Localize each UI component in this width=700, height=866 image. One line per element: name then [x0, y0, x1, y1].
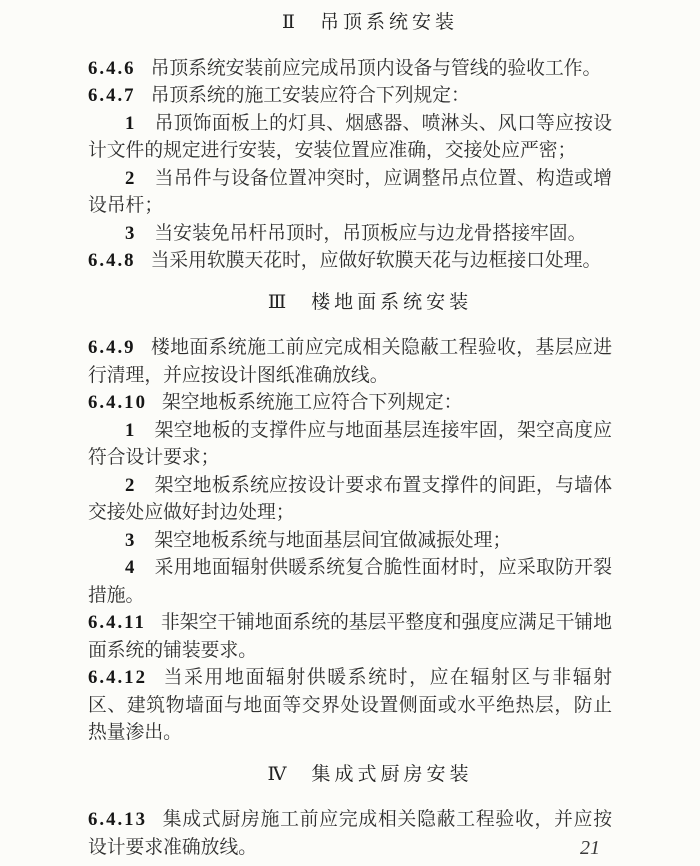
clause-text: 吊顶系统安装前应完成吊顶内设备与管线的验收工作。 — [150, 57, 602, 79]
clause-number: 6.4.7 — [88, 85, 136, 106]
section-heading-3 — [108, 289, 632, 317]
item-number: 2 — [125, 167, 135, 189]
clause-number: 6.4.10 — [88, 392, 147, 413]
clause-number: 6.4.11 — [88, 612, 146, 633]
item-paragraph — [88, 165, 612, 220]
clause-paragraph — [88, 664, 612, 747]
section-numeral: Ⅳ — [267, 763, 288, 785]
item-paragraph — [88, 554, 612, 609]
clause-text: 架空地板系统施工应符合下列规定： — [161, 392, 463, 413]
item-text: 采用地面辐射供暖系统复合脆性面材时，应采取防开裂措施。 — [88, 557, 612, 606]
section-title: 吊顶系统安装 — [319, 12, 458, 33]
clause-text: 集成式厨房施工前应完成相关隐蔽工程验收，并应按设计要求准确放线。 — [88, 809, 612, 858]
section-title: 集成式厨房安装 — [311, 763, 473, 785]
clause-paragraph — [88, 389, 612, 417]
clause-paragraph — [88, 55, 612, 83]
item-number: 1 — [125, 419, 135, 441]
item-paragraph — [88, 110, 612, 165]
section-numeral: Ⅲ — [267, 291, 288, 313]
section-numeral: Ⅱ — [282, 12, 296, 33]
item-text: 当安装免吊杆吊顶时，吊顶板应与边龙骨搭接牢固。 — [154, 222, 587, 244]
clause-number: 6.4.6 — [88, 57, 136, 79]
clause-paragraph — [88, 82, 612, 110]
item-paragraph — [88, 220, 612, 248]
clause-text: 当采用地面辐射供暖系统时，应在辐射区与非辐射区、建筑物墙面与地面等交界处设置侧面或水平绝热层，防止热量渗出。 — [88, 667, 612, 743]
item-number: 3 — [125, 529, 135, 551]
clause-text: 楼地面系统施工前应完成相关隐蔽工程验收，基层应进行清理，并应按设计图纸准确放线。 — [88, 337, 612, 386]
item-number: 4 — [125, 557, 135, 578]
item-text: 当吊件与设备位置冲突时，应调整吊点位置、构造或增设吊杆； — [88, 167, 612, 216]
section-heading-2 — [108, 9, 632, 37]
clause-paragraph — [88, 806, 612, 861]
clause-paragraph — [88, 334, 612, 389]
clause-paragraph — [88, 609, 612, 664]
item-text: 吊顶饰面板上的灯具、烟感器、喷淋头、风口等应按设计文件的规定进行安装，安装位置应准确，交接处应严密； — [88, 112, 612, 161]
section-heading-4 — [108, 761, 632, 789]
item-text: 架空地板系统应按设计要求布置支撑件的间距，与墙体交接处应做好封边处理； — [88, 474, 612, 523]
item-number: 1 — [125, 112, 135, 134]
clause-paragraph — [88, 247, 612, 275]
item-paragraph — [88, 417, 612, 472]
section-title: 楼地面系统安装 — [311, 291, 473, 313]
item-number: 3 — [125, 222, 135, 244]
clause-text: 吊顶系统的施工安装应符合下列规定： — [150, 85, 470, 106]
item-paragraph — [88, 527, 612, 555]
item-text: 架空地板系统与地面基层间宜做减振处理； — [154, 529, 512, 551]
clause-text: 非架空干铺地面系统的基层平整度和强度应满足干铺地面系统的铺装要求。 — [88, 612, 612, 661]
clause-number: 6.4.9 — [88, 337, 136, 358]
item-paragraph — [88, 472, 612, 527]
clause-text: 当采用软膜天花时，应做好软膜天花与边框接口处理。 — [150, 250, 602, 271]
item-text: 架空地板的支撑件应与地面基层连接牢固，架空高度应符合设计要求； — [88, 419, 612, 468]
clause-number: 6.4.8 — [88, 250, 136, 271]
item-number: 2 — [125, 474, 135, 496]
clause-number: 6.4.12 — [88, 667, 147, 688]
clause-number: 6.4.13 — [88, 809, 147, 830]
page-number: 21 — [580, 837, 600, 859]
